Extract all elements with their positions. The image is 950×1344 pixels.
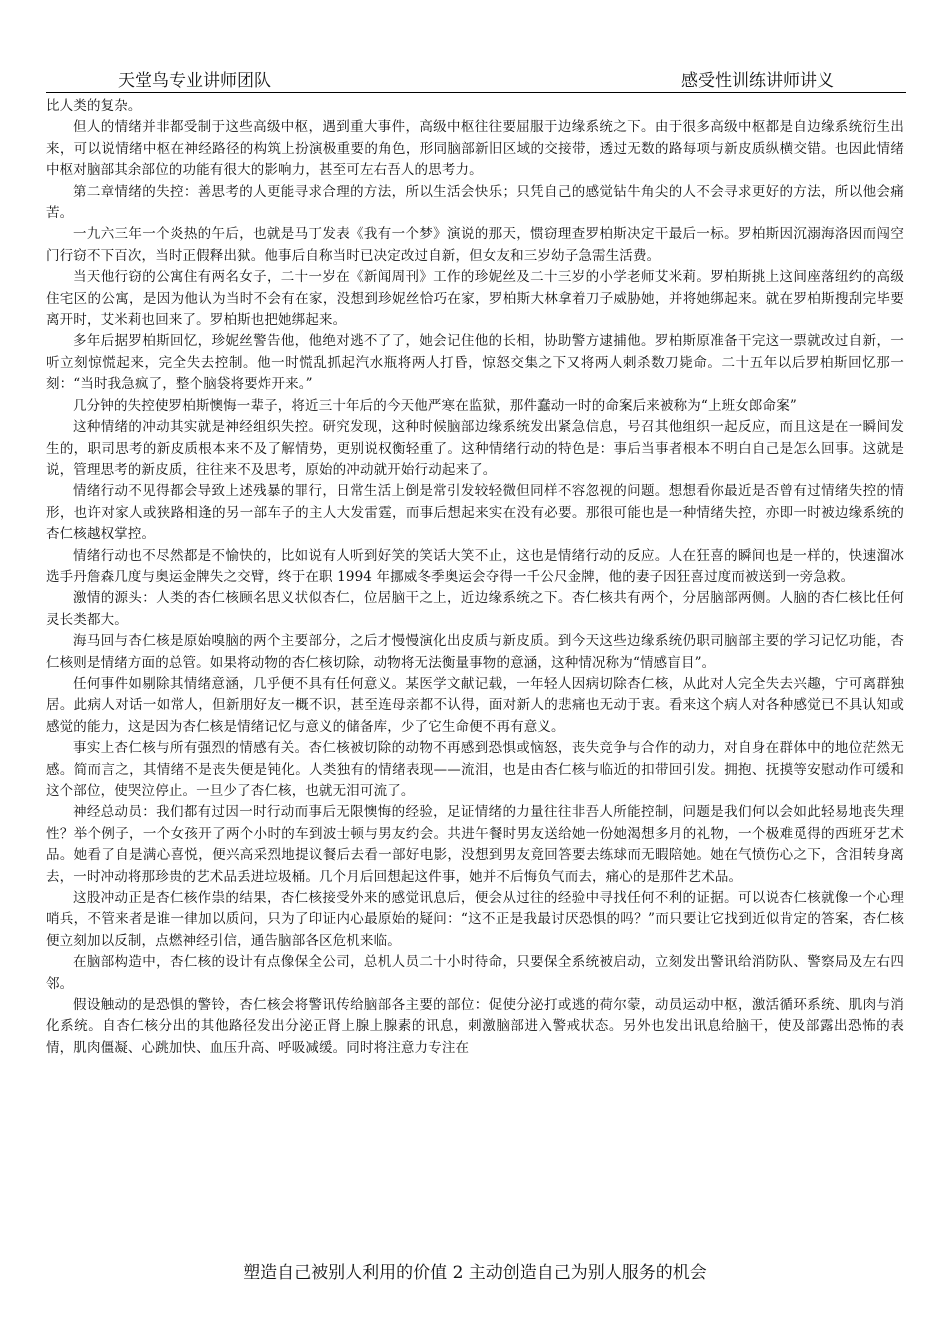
- paragraph: 情绪行动不见得都会导致上述残暴的罪行，日常生活上倒是常引发较轻微但同样不容忽视的问题。想想看你最近是否曾有过情绪失控的情形，也许对家人或狭路相逢的另一部车子的主人大发雷霆，而事后想起来实在没有必要。那很可能也是一种情绪失控，亦即一时被边缘系统的杏仁核越权掌控。: [46, 483, 904, 543]
- paragraph: 海马回与杏仁核是原始嗅脑的两个主要部分，之后才慢慢演化出皮质与新皮质。到今天这些边缘系统仍职司脑部主要的学习记忆功能，杏仁核则是情绪方面的总管。如果将动物的杏仁核切除，动物将无法衡量事物的意涵，这种情况称为“情感盲目”。: [46, 633, 904, 671]
- paragraph: 这种情绪的冲动其实就是神经组织失控。研究发现，这种时候脑部边缘系统发出紧急信息，号召其他组织一起反应，而且这是在一瞬间发生的，职司思考的新皮质根本来不及了解情势，更别说权衡轻重了。这种情绪行动的特色是：事后当事者根本不明白自己是怎么回事。这就是说，管理思考的新皮质，往往来不及思考，原始的冲动就开始行动起来了。: [46, 419, 904, 478]
- paragraph: 但人的情绪并非都受制于这些高级中枢，遇到重大事件，高级中枢往往要屈服于边缘系统之下。由于很多高级中枢都是自边缘系统衍生出来，可以说情绪中枢在神经路径的构筑上扮演极重要的角色，形同脑部新旧区域的交接带，透过无数的路每项与新皮质纵横交错。也因此情绪中枢对脑部其余部位的功能有很大的影响力，甚至可左右吾人的思考力。: [46, 119, 904, 179]
- paragraph: 假设触动的是恐惧的警铃，杏仁核会将警讯传给脑部各主要的部位：促使分泌打或逃的荷尔蒙，动员运动中枢，激活循环系统、肌肉与消化系统。自杏仁核分出的其他路径发出分泌正肾上腺上腺素的讯息，刺激脑部进入警戒状态。另外也发出讯息给脑干，使及部露出恐怖的表情，肌肉僵凝、心跳加快、血压升高、呼吸减缓。同时将注意力专注在: [46, 997, 904, 1056]
- paragraph: 事实上杏仁核与所有强烈的情感有关。杏仁核被切除的动物不再感到恐惧或恼怒，丧失竞争与合作的动力，对自身在群体中的地位茫然无感。简而言之，其情绪不是丧失便是钝化。人类独有的情绪表现——流泪，也是由杏仁核与临近的扣带回引发。拥抱、抚摸等安慰动作可缓和这个部位，使哭泣停止。一旦少了杏仁核，也就无泪可流了。: [46, 740, 904, 799]
- paragraph: 任何事件如剔除其情绪意涵，几乎便不具有任何意义。某医学文献记载，一年轻人因病切除杏仁核，从此对人完全失去兴趣，宁可离群独居。此病人对话一如常人，但新朋好友一概不识，甚至连母亲都不认得，面对新人的悲痛也无动于衷。看来这个病人对各种感觉已不具认知或感觉的能力，这是因为杏仁核是情绪记忆与意义的储备库，少了它生命便不再有意义。: [46, 675, 904, 735]
- page-header: [46, 64, 906, 93]
- header-document-title: 感受性训练讲师讲义: [681, 71, 834, 91]
- paragraph: 第二章情绪的失控：善思考的人更能寻求合理的方法，所以生活会快乐；只凭自己的感觉钻牛角尖的人不会寻求更好的方法，所以他会痛苦。: [46, 183, 904, 222]
- paragraph: 神经总动员：我们都有过因一时行动而事后无限懊悔的经验，足证情绪的力量往往非吾人所能控制，问题是我们何以会如此轻易地丧失理性？举个例子，一个女孩开了两个小时的车到波士顿与男友约会。共进午餐时男友送给她一份她渴想多月的礼物，一个极难觅得的西班牙艺术品。她看了自是满心喜悦，便兴高采烈地提议餐后去看一部好电影，没想到男友竟回答要去练球而无暇陪她。她在气愤伤心之下，含泪转身离去，一时冲动将那珍贵的艺术品丢进垃圾桶。几个月后回想起这件事，她并不后悔负气而去，痛心的是那件艺术品。: [46, 804, 904, 885]
- document-body: [46, 96, 904, 1059]
- page-footer: 塑造自己被别人利用的价值 2 主动创造自己为别人服务的机会: [243, 1263, 707, 1283]
- paragraph: 这股冲动正是杏仁核作祟的结果，杏仁核接受外来的感觉讯息后，便会从过往的经验中寻找任何不利的证据。可以说杏仁核就像一个心理哨兵，不管来者是谁一律加以质问，只为了印证内心最原始的疑问：“这不正是我最讨厌恐惧的吗？”而只要让它找到近似肯定的答案，杏仁核便立刻加以反制，点燃神经引信，通告脑部各区危机来临。: [46, 890, 904, 949]
- header-team-name: 天堂鸟专业讲师团队: [118, 71, 271, 91]
- paragraph: 激情的源头：人类的杏仁核顾名思义状似杏仁，位居脑干之上，近边缘系统之下。杏仁核共有两个，分居脑部两侧。人脑的杏仁核比任何灵长类都大。: [46, 590, 904, 628]
- paragraph: 情绪行动也不尽然都是不愉快的，比如说有人听到好笑的笑话大笑不止，这也是情绪行动的反应。人在狂喜的瞬间也是一样的，快速溜冰选手丹詹森几度与奥运金牌失之交臂，终于在职 1994 年挪威冬季奥运会夺得一千公尺金牌，他的妻子因狂喜过度而被送到一旁急救。: [46, 547, 904, 585]
- paragraph: 比人类的复杂。: [46, 98, 142, 114]
- paragraph: 在脑部构造中，杏仁核的设计有点像保全公司，总机人员二十小时待命，只要保全系统被启动，立刻发出警讯给消防队、警察局及左右四邻。: [46, 954, 904, 992]
- paragraph: 几分钟的失控使罗柏斯懊悔一辈子，将近三十年后的今天他严寒在监狱，那件蠢动一时的命案后来被称为“上班女郎命案”: [73, 397, 797, 414]
- paragraph: 一九六三年一个炎热的午后，也就是马丁发表《我有一个梦》演说的那天，惯窃理查罗柏斯决定干最后一标。罗柏斯因沉溺海洛因而闯空门行窃不下百次，当时正假释出狱。他事后自称当时已决定改过自新，但女友和三岁幼子急需生活费。: [46, 226, 904, 264]
- paragraph: 当天他行窃的公寓住有两名女子，二十一岁在《新闻周刊》工作的珍妮丝及二十三岁的小学老师艾米莉。罗柏斯挑上这间座落纽约的高级住宅区的公寓，是因为他认为当时不会有在家，没想到珍妮丝恰巧在家，罗柏斯大林拿着刀子威胁她，并将她绑起来。就在罗柏斯搜刮完毕要离开时，艾米莉也回来了。罗柏斯也把她绑起来。: [46, 269, 904, 329]
- paragraph: 多年后据罗柏斯回忆，珍妮丝警告他，他绝对逃不了了，她会记住他的长相，协助警方逮捕他。罗柏斯原准备干完这一票就改过自新，一听立刻惊慌起来，完全失去控制。他一时慌乱抓起汽水瓶将两人打昏，惊怒交集之下又将两人刺杀数刀毙命。二十五年以后罗柏斯回忆那一刻：“当时我急疯了，整个脑袋将要炸开来。”: [46, 333, 904, 393]
